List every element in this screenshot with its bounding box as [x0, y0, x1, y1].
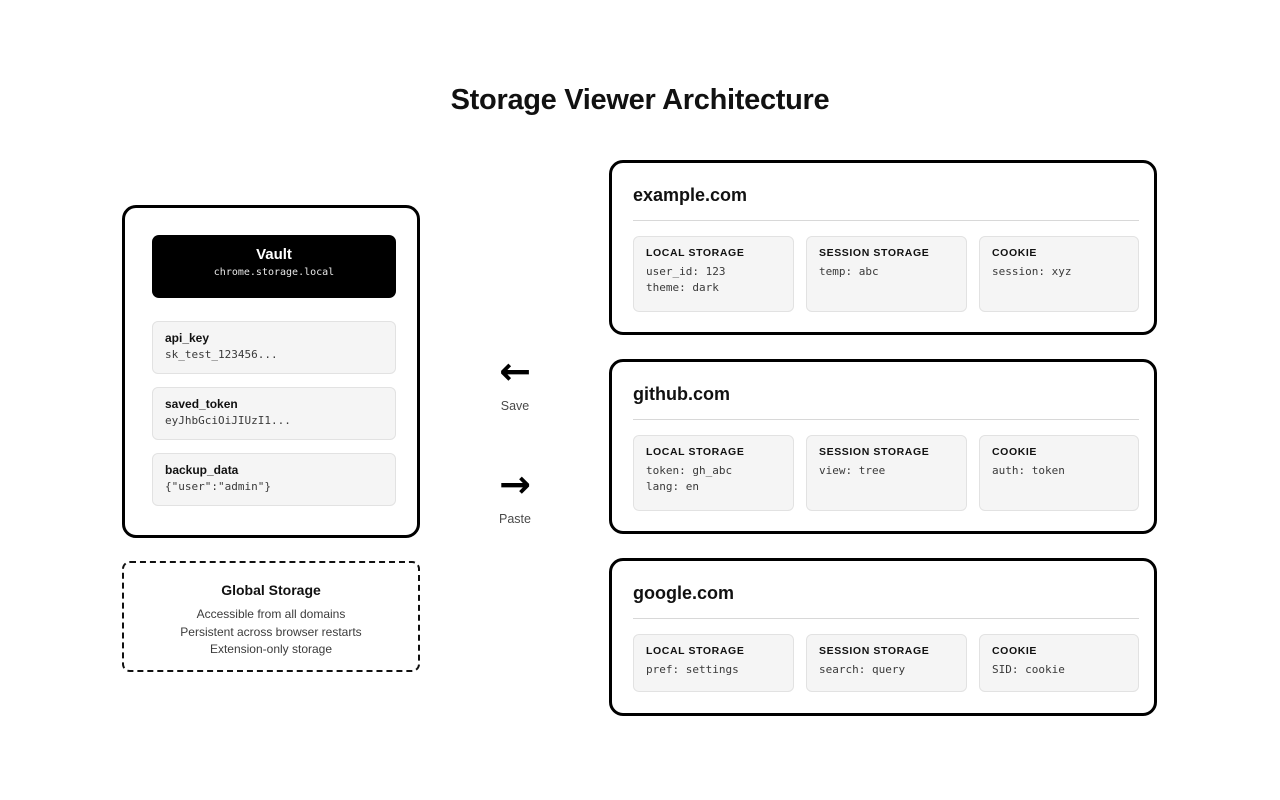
domain-name: example.com [633, 185, 748, 205]
store-entry: lang: en [646, 480, 699, 493]
paste-arrow-label: Paste [499, 512, 531, 526]
domain-card [609, 160, 1157, 335]
domain-name: github.com [633, 384, 730, 404]
local-storage-box[interactable] [633, 236, 794, 312]
local-storage-box[interactable] [633, 634, 794, 692]
local-storage-box[interactable] [633, 435, 794, 511]
session-storage-box[interactable] [806, 634, 967, 692]
store-entry: view: tree [819, 464, 886, 477]
store-entry: user_id: 123 [646, 265, 726, 278]
store-label: LOCAL STORAGE [646, 446, 745, 458]
vault-entry-key: api_key [165, 331, 210, 345]
store-label: LOCAL STORAGE [646, 247, 745, 259]
session-storage-box[interactable] [806, 236, 967, 312]
paste-arrow [470, 462, 560, 527]
divider [633, 220, 1139, 221]
arrow-right-icon: → [499, 462, 531, 506]
store-label: LOCAL STORAGE [646, 645, 745, 657]
domain-card [609, 359, 1157, 534]
store-label: SESSION STORAGE [819, 247, 930, 259]
store-label: COOKIE [992, 645, 1038, 657]
store-entry: auth: token [992, 464, 1065, 477]
store-entry: SID: cookie [992, 663, 1065, 676]
vault-title: Vault [256, 246, 292, 263]
store-label: COOKIE [992, 247, 1038, 259]
divider [633, 618, 1139, 619]
vault-entry[interactable] [152, 321, 396, 374]
domain-name: google.com [633, 583, 735, 603]
store-entry: theme: dark [646, 281, 719, 294]
global-storage-line: Persistent across browser restarts [180, 624, 362, 639]
vault-subtitle: chrome.storage.local [213, 267, 335, 278]
store-label: SESSION STORAGE [819, 446, 930, 458]
divider [633, 419, 1139, 420]
vault-panel [122, 205, 420, 538]
global-storage-line: Accessible from all domains [196, 607, 346, 621]
cookie-box[interactable] [979, 236, 1139, 312]
cookie-box[interactable] [979, 435, 1139, 511]
store-entry: temp: abc [819, 265, 879, 278]
global-storage-title: Global Storage [221, 582, 321, 598]
vault-entry-value: sk_test_123456... [165, 348, 278, 361]
cookie-box[interactable] [979, 634, 1139, 692]
vault-entry-key: saved_token [165, 397, 238, 411]
vault-entry-value: {"user":"admin"} [165, 480, 271, 493]
store-entry: session: xyz [992, 265, 1072, 278]
store-entry: token: gh_abc [646, 464, 733, 477]
store-entry: pref: settings [646, 663, 739, 676]
vault-entry[interactable] [152, 387, 396, 440]
vault-header [152, 235, 396, 298]
page-title: Storage Viewer Architecture [450, 84, 830, 116]
arrow-left-icon: ← [499, 349, 531, 393]
vault-entry-key: backup_data [165, 463, 239, 477]
session-storage-box[interactable] [806, 435, 967, 511]
vault-entry[interactable] [152, 453, 396, 506]
domain-card [609, 558, 1157, 716]
store-label: SESSION STORAGE [819, 645, 930, 657]
global-storage-line: Extension-only storage [209, 642, 333, 656]
store-label: COOKIE [992, 446, 1038, 458]
save-arrow-label: Save [500, 399, 530, 413]
save-arrow [470, 349, 560, 414]
global-storage-box [122, 561, 420, 672]
vault-entry-value: eyJhbGciOiJIUzI1... [165, 414, 291, 427]
store-entry: search: query [819, 663, 906, 676]
